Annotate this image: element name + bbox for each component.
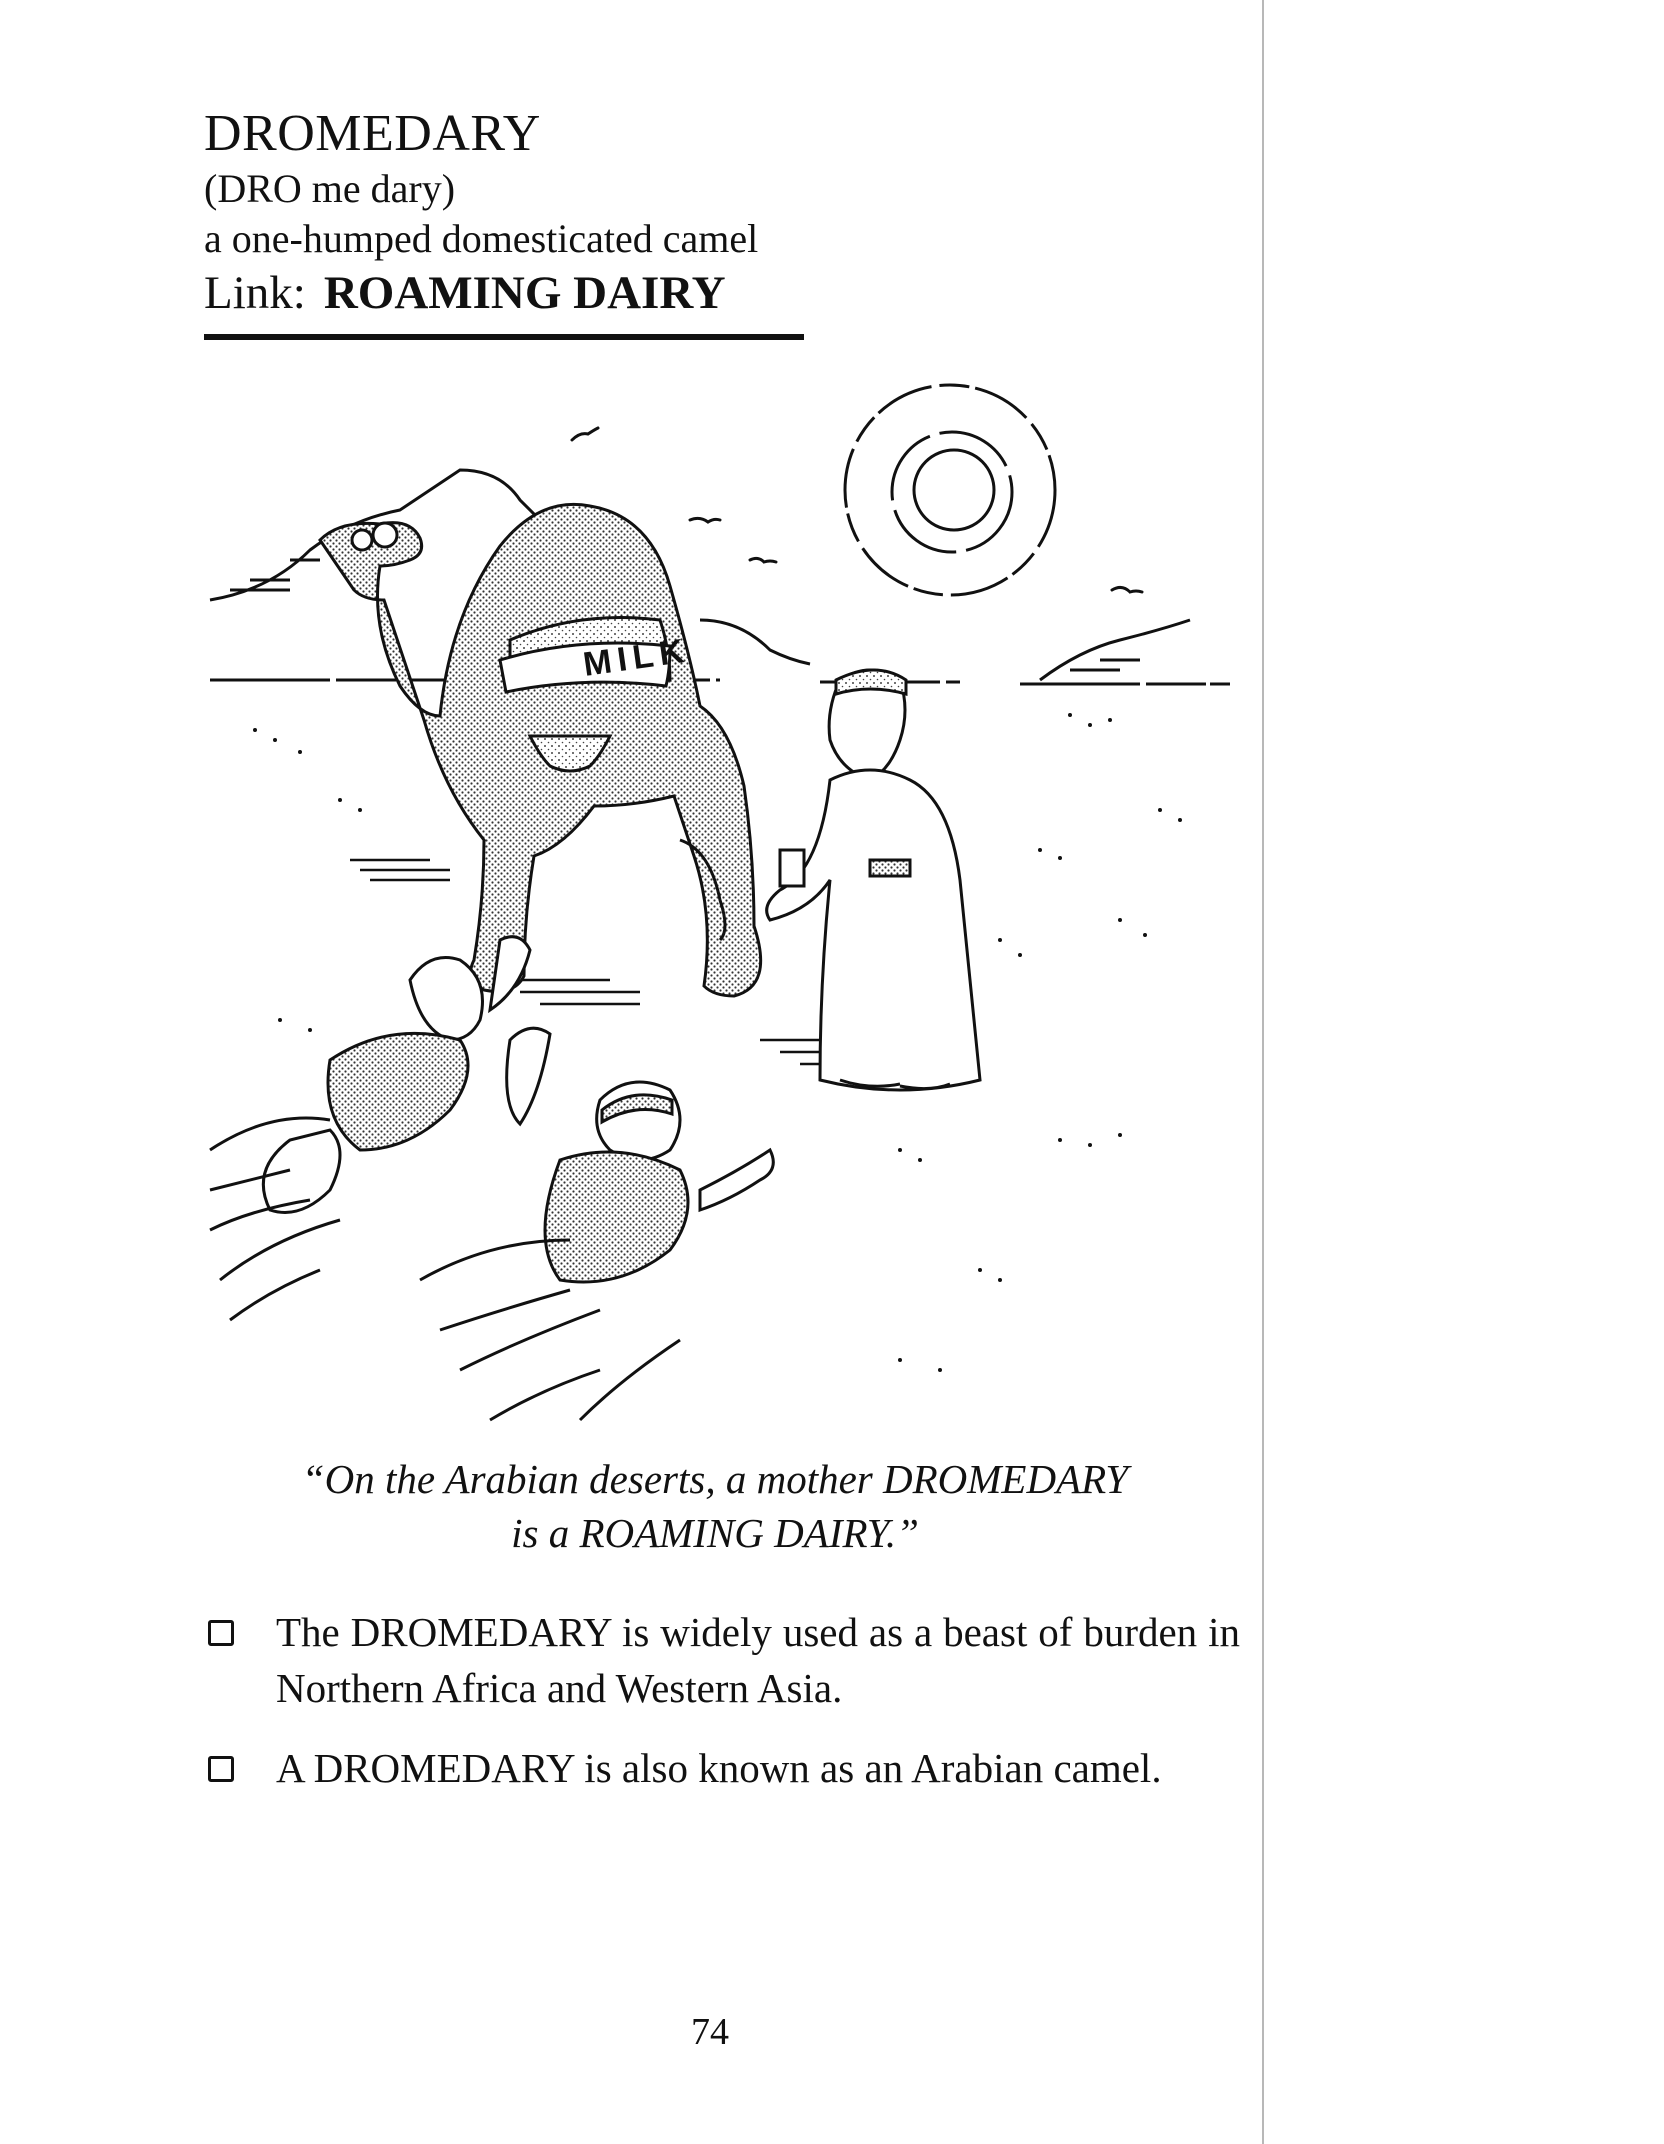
caption-line-2: is a ROAMING DAIRY.” [511,1510,919,1556]
list-item [204,1604,1240,1716]
page-number: 74 [691,2011,729,2053]
cartoon-illustration [200,380,1240,1440]
list-item-text: A DROMEDARY is also known as an Arabian camel. [276,1745,1162,1791]
horizon-line [210,680,1230,684]
checkbox-icon [208,1756,234,1782]
headword: DROMEDARY [204,105,541,162]
link-label: Link: [204,267,306,319]
crawling-man-left-icon [210,937,530,1320]
link-word: ROAMING DAIRY [323,267,726,319]
definition: a one-humped domesticated camel [204,216,759,261]
entry-header [204,104,824,340]
caption [200,1452,1230,1560]
page-edge-line [1262,0,1264,2144]
pronunciation: (DRO me dary) [204,166,456,211]
link-line [204,264,804,340]
sun-icon [845,385,1055,595]
checkbox-icon [208,1620,234,1646]
list-item [204,1740,1240,1796]
man-with-cup-icon [767,670,980,1090]
crawling-man-right-icon [420,1028,773,1420]
caption-line-1: “On the Arabian deserts, a mother DROMEDARY [301,1456,1129,1502]
fact-list [204,1604,1240,1820]
milk-sign: MILK [580,631,693,684]
camel-icon [320,504,761,996]
list-item-text: The DROMEDARY is widely used as a beast of burden in Northern Africa and Western Asia. [276,1609,1240,1711]
